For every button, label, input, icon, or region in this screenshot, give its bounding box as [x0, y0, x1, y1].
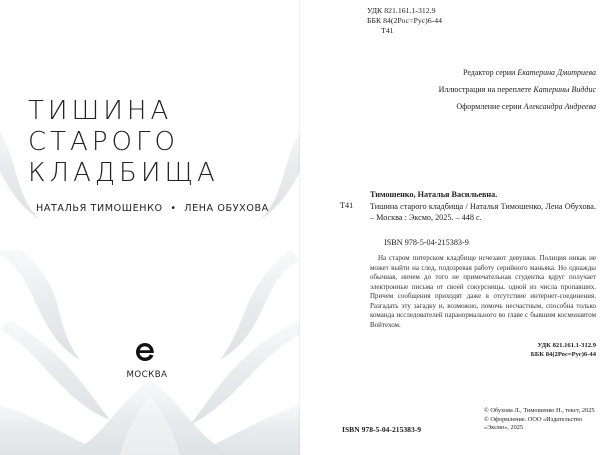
author-cipher: Т41: [381, 26, 394, 35]
author-separator: •: [170, 203, 177, 214]
credit-role: Редактор серии: [462, 68, 516, 77]
eksmo-logo-icon: [134, 341, 156, 363]
isbn-bottom: ISBN 978-5-04-215383-9: [342, 425, 422, 434]
classification-codes-bottom: [484, 342, 596, 359]
catalog-isbn: ISBN 978-5-04-215383-9: [384, 238, 469, 247]
authors-line: [36, 203, 269, 214]
credit-line: [384, 81, 596, 98]
credit-role: Оформление серии: [456, 102, 522, 111]
author-name: ЛЕНА ОБУХОВА: [184, 203, 269, 214]
publisher-city: МОСКВА: [126, 370, 168, 380]
book-title: [28, 96, 278, 189]
bbk-code: ББК 84(2Рос=Рус)6-44: [530, 350, 596, 358]
catalog-author: Тимошенко, Наталья Васильевна.: [370, 190, 498, 199]
title-line-2: СТАРОГО: [28, 127, 179, 157]
credit-name: Катерины Виддис: [533, 85, 596, 94]
catalog-description: Тишина старого кладбища / Наталья Тимошенко, Лена Обухова. – Москва : Эксмо, 2025. – 448 с.: [370, 202, 596, 222]
copyright-line: «Эксмо», 2025: [484, 424, 524, 432]
imprint-page: [300, 0, 600, 455]
credit-name: Екатерина Дмитриева: [517, 68, 596, 77]
udk-code: УДК 821.161.1-312.9: [537, 342, 596, 349]
title-line-3: КЛАДБИЩА: [28, 158, 219, 188]
credits-block: [384, 64, 596, 115]
title-line-1: ТИШИНА: [28, 96, 173, 126]
credit-role: Иллюстрация на переплете: [438, 85, 532, 94]
credit-name: Александра Андреева: [523, 102, 596, 111]
classification-codes-top: [367, 6, 442, 36]
credit-line: [384, 98, 596, 115]
copyright-block: [484, 407, 596, 433]
copyright-line: © Оформление. ООО «Издательство: [484, 415, 583, 423]
bbk-code: ББК 84(2Рос=Рус)6-44: [367, 16, 443, 25]
catalog-cipher: Т41: [340, 201, 354, 210]
book-annotation: На старом питерском кладбище исчезают девушки. Полиция никак не может выйти на след, подозревая работу серийного маньяка. Но однажды обычная, ничем до того не примечательная студентка вдруг получает электронные письма от своей сокурсницы, одной из числа пропавших. Причем сообщения приходят даже в отсутствие интернет-соединения. Разгадать эту загадку и, возможно, помочь несчастным, способна только команда исследователей паранормального во главе с бывшим космонавтом Войтехом.: [370, 254, 596, 329]
author-name: НАТАЛЬЯ ТИМОШЕНКО: [36, 203, 163, 214]
credit-line: [384, 64, 596, 81]
copyright-line: © Обухова Л., Тимошенко Н., текст, 2025: [484, 407, 595, 414]
udk-code: УДК 821.161.1-312.9: [367, 6, 436, 15]
